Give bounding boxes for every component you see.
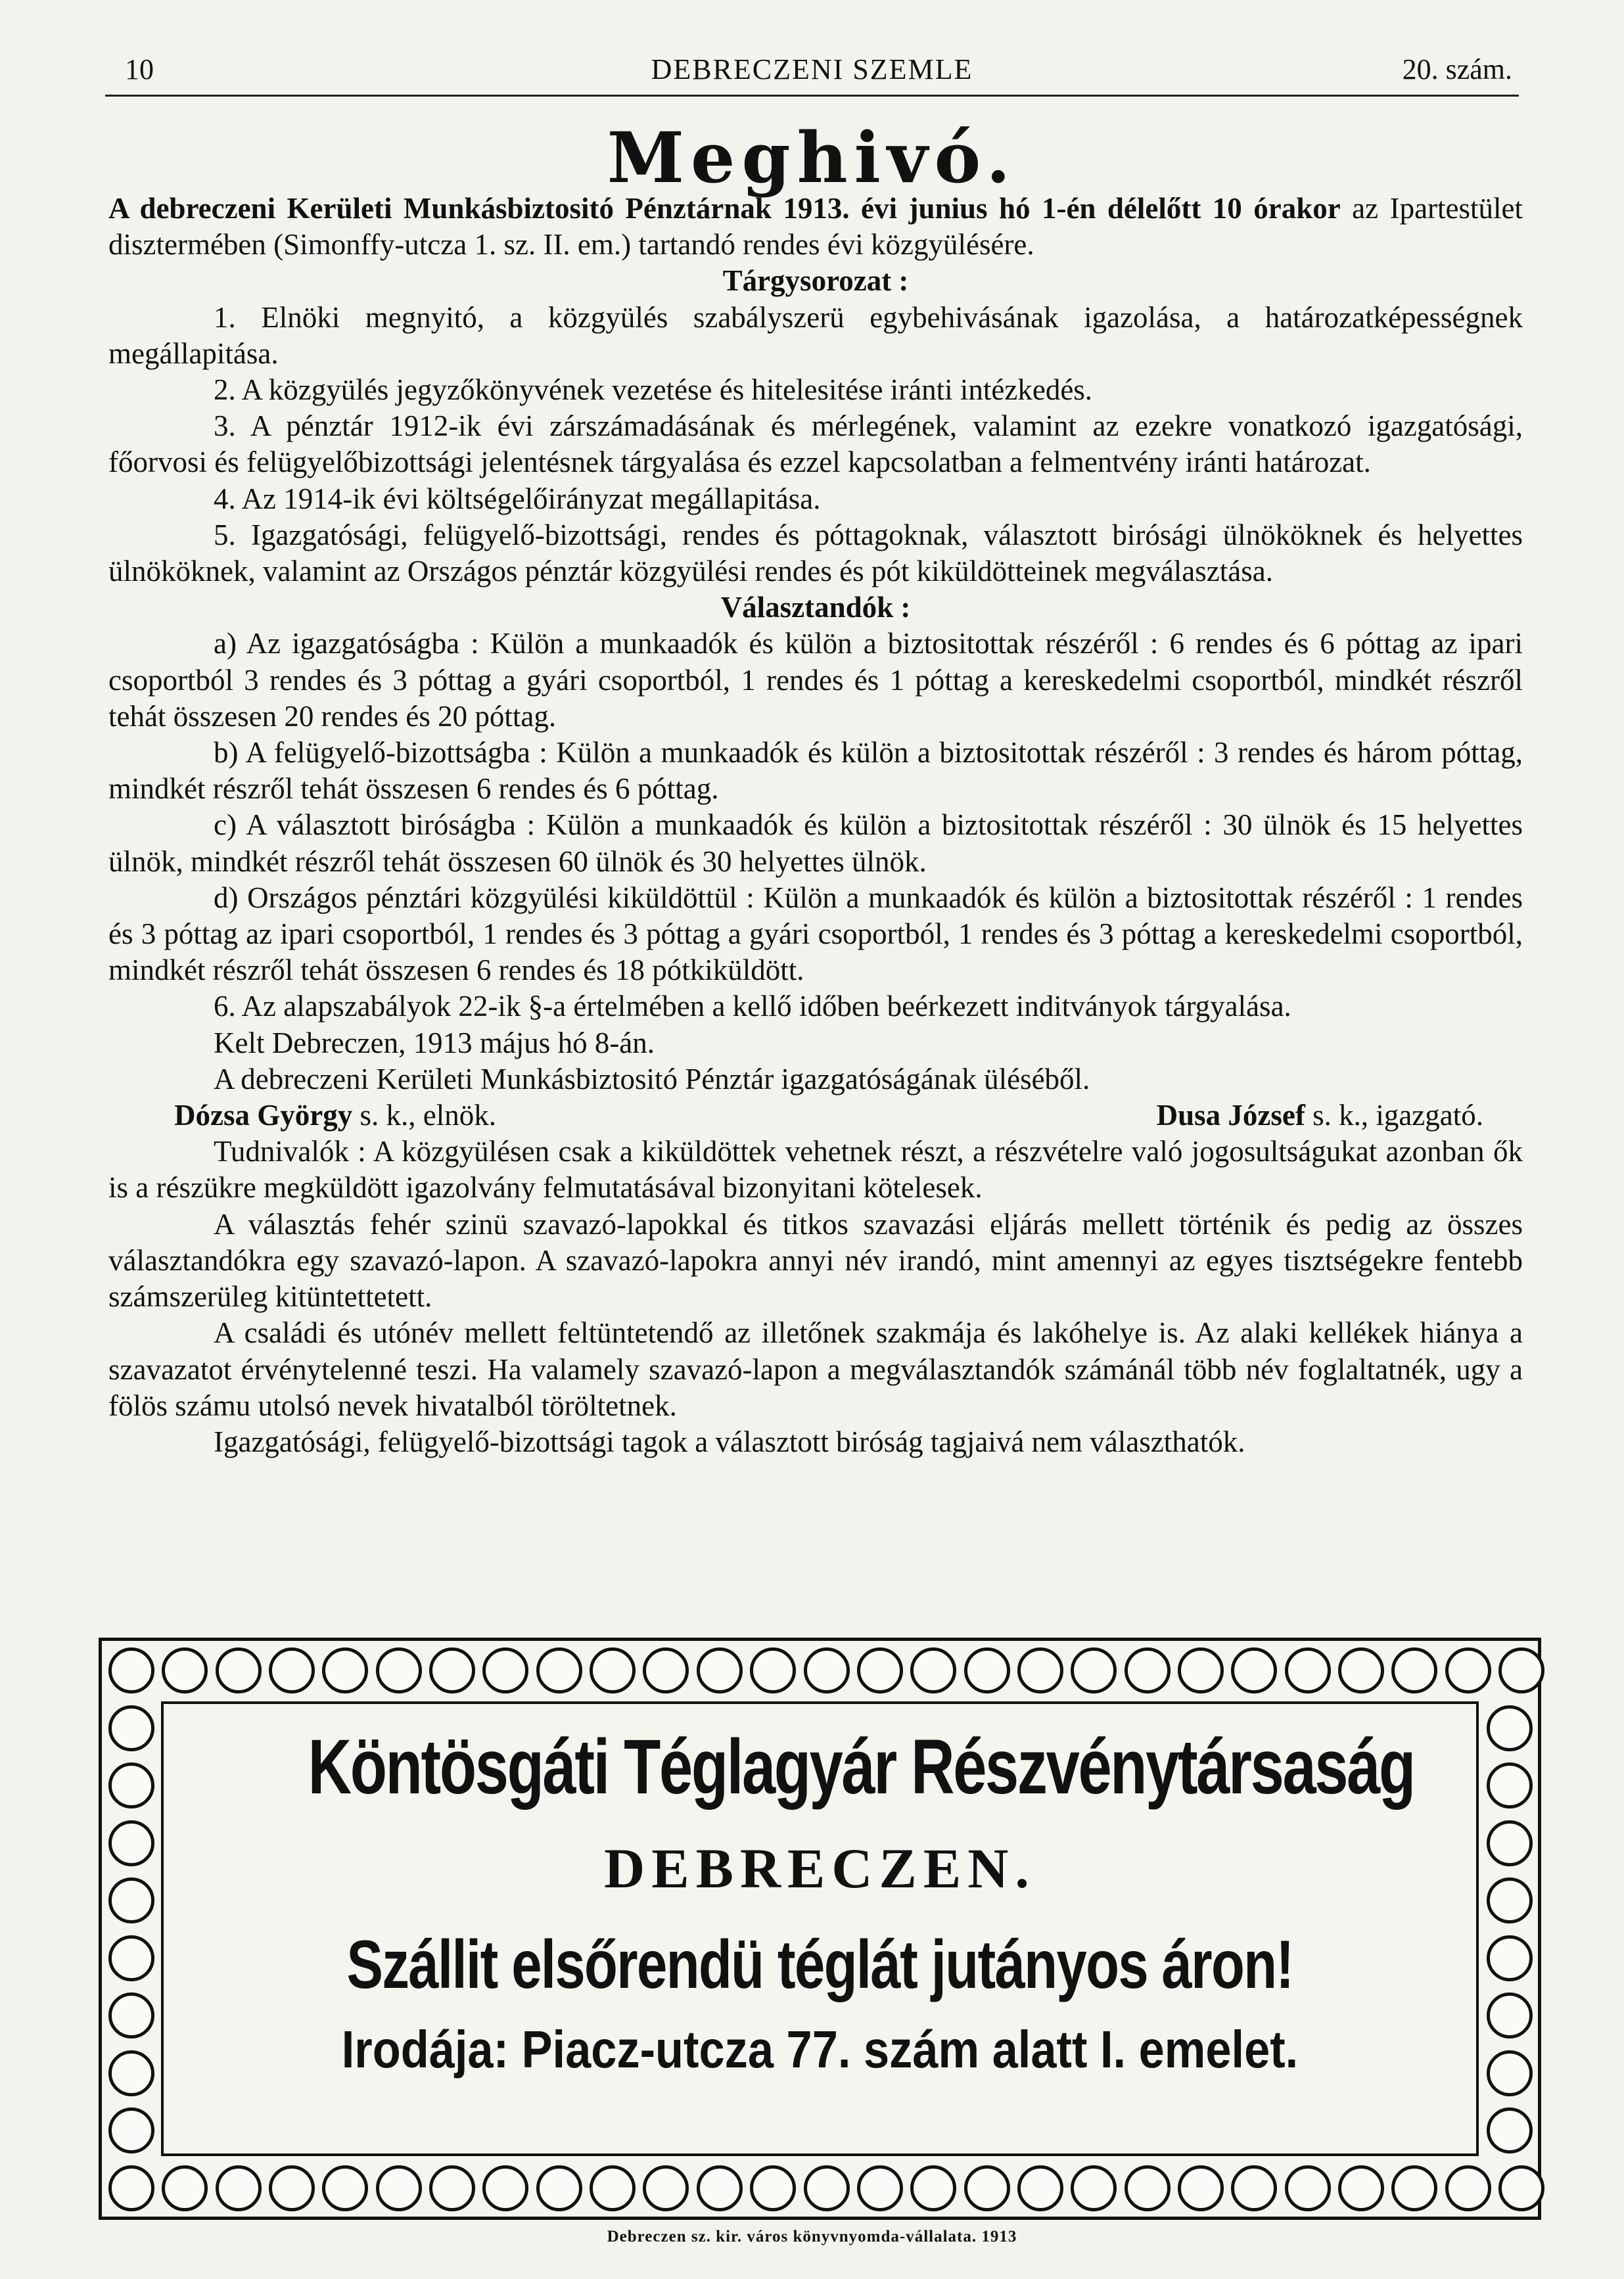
border-circle [910, 1647, 956, 1693]
border-circle [1285, 1647, 1331, 1693]
dated-line: Kelt Debreczen, 1913 május hó 8-án. [214, 1026, 655, 1059]
border-circle [750, 1647, 796, 1693]
border-circle [108, 1935, 154, 1981]
notice-body [108, 191, 1523, 1460]
border-circle [1498, 2165, 1544, 2211]
border-circle [1487, 1762, 1533, 1808]
elect-item: b) A felügyelő-bizottságba : Külön a munkaadók és külön a biztositottak részéről : 3 rendes és három póttag, mindkét részről tehát összesen 6 rendes és 6 póttag. [108, 736, 1523, 806]
border-circle [269, 1647, 315, 1693]
border-circle [1487, 1877, 1533, 1923]
border-circle [1231, 2165, 1277, 2211]
border-circle [1487, 1820, 1533, 1866]
journal-title: DEBRECZENI SZEMLE [651, 53, 973, 85]
from-meeting-line: A debreczeni Kerületi Munkásbiztositó Pénztár igazgatóságának üléséből. [214, 1062, 1090, 1095]
notice-intro [108, 191, 1523, 263]
border-circle [269, 2165, 315, 2211]
note-paragraph: A választás fehér szinü szavazó-lapokkal és titkos szavazási eljárás mellett történik és pedig az összes választandókra egy szavazó-lapon. A szavazó-lapokra annyi név irandó, mint amennyi az egyes tisztségekre fentebb számszerüleg kitüntettetett. [108, 1207, 1523, 1314]
notice-intro-lead: A debreczeni Kerületi Munkásbiztositó Pénztárnak 1913. évi junius hó 1-én délelőtt 10 órakor [108, 192, 1341, 225]
border-circle [1487, 1705, 1533, 1751]
border-circle [108, 1762, 154, 1808]
agenda-item: 4. Az 1914-ik évi költségelőirányzat megállapitása. [214, 482, 821, 515]
agenda-item: 5. Igazgatósági, felügyelő-bizottsági, rendes és póttagoknak, választott birósági ülnököknek és helyettes ülnököknek, valamint az Országos pénztár közgyülési rendes és pót kiküldötteinek megválasztása. [108, 518, 1523, 588]
printer-footer: Debreczen sz. kir. város könyvnyomda-vállalata. 1913 [607, 2228, 1017, 2245]
border-circle [1071, 1647, 1117, 1693]
border-circle [1391, 2165, 1437, 2211]
note-paragraph: A családi és utónév mellett feltüntetendő az illetőnek szakmája és lakóhelye is. Az alaki kellékek hiánya a szavazatot érvénytelenné teszi. Ha valamely szavazó-lapon a megválasztandók számánál több név foglaltatnék, ugy a fölös számu utolsó nevek hivatalból töröltetnek. [108, 1316, 1523, 1422]
border-circle [1231, 1647, 1277, 1693]
border-circle [108, 1647, 154, 1693]
border-circle [964, 1647, 1010, 1693]
border-circle [1487, 1992, 1533, 2038]
border-circle [536, 2165, 582, 2211]
agenda-heading: Tárgysorozat : [722, 264, 909, 298]
border-circle [590, 2165, 636, 2211]
border-circle [910, 2165, 956, 2211]
signature-left [174, 1097, 496, 1134]
border-circle [162, 2165, 208, 2211]
advertisement-panel [161, 1701, 1479, 2156]
border-circle [1178, 1647, 1224, 1693]
elect-item: a) Az igazgatóságba : Külön a munkaadók és külön a biztositottak részéről : 6 rendes és 6 póttag az ipari csoportból 3 rendes és 3 póttag a gyári csoportból, 1 rendes és 1 póttag a kereskedelmi csoportból, mindkét részről tehát összesen 20 rendes és 20 póttag. [108, 627, 1523, 733]
border-circle [108, 1820, 154, 1866]
signature-right-role: s. k., igazgató. [1305, 1099, 1483, 1132]
issue-number: 20. szám. [1402, 53, 1512, 85]
ad-offer: Szállit elsőrendü téglát jutányos áron! [346, 1927, 1293, 2003]
border-circle [804, 2165, 850, 2211]
border-circle [750, 2165, 796, 2211]
signatures [108, 1097, 1523, 1134]
signature-right-name: Dusa József [1156, 1099, 1305, 1132]
border-circle [162, 1647, 208, 1693]
border-circle [482, 2165, 528, 2211]
border-circle [108, 1877, 154, 1923]
border-circle [376, 2165, 422, 2211]
border-circle [108, 1992, 154, 2038]
border-circle [697, 2165, 743, 2211]
elect-heading: Választandók : [720, 591, 911, 624]
agenda-item: 3. A pénztár 1912-ik évi zárszámadásának és mérlegének, valamint az ezekre vonatkozó igazgatósági, főorvosi és felügyelőbizottsági jelentésnek tárgyalása és ezzel kapcsolatban a felmentvény iránti határozat. [108, 409, 1523, 479]
elect-item: 6. Az alapszabályok 22-ik §-a értelmében a kellő időben beérkezett inditványok tárgyalása. [214, 990, 1291, 1023]
advertisement-box [99, 1638, 1541, 2220]
border-circle [857, 2165, 903, 2211]
border-circle [1498, 1647, 1544, 1693]
border-circle [482, 1647, 528, 1693]
border-circle [964, 2165, 1010, 2211]
border-circle [1071, 2165, 1117, 2211]
border-circle [108, 2107, 154, 2153]
border-circle [429, 2165, 475, 2211]
border-circle [1338, 1647, 1384, 1693]
signature-left-name: Dózsa György [174, 1099, 353, 1132]
signature-left-role: s. k., elnök. [352, 1099, 496, 1132]
page-number: 10 [125, 53, 154, 85]
border-circle [1125, 1647, 1171, 1693]
notice-intro-rest: az Ipartestület disztermében (Simonffy-utcza 1. sz. II. em.) tartandó rendes évi közgyülésére. [108, 192, 1523, 262]
border-circle [1017, 2165, 1063, 2211]
border-circle [536, 1647, 582, 1693]
border-circle [590, 1647, 636, 1693]
border-circle [322, 2165, 368, 2211]
border-circle [1125, 2165, 1171, 2211]
ad-company-name: Köntösgáti Téglagyár Részvénytársaság [308, 1724, 1414, 1810]
agenda-item: 2. A közgyülés jegyzőkönyvének vezetése és hitelesitése iránti intézkedés. [214, 373, 1093, 407]
border-circle [1017, 1647, 1063, 1693]
header-rule [105, 95, 1519, 97]
border-circle [216, 2165, 262, 2211]
border-circle [108, 2050, 154, 2096]
elect-item: c) A választott biróságba : Külön a munkaadók és külön a biztositottak részéről : 30 ülnök és 15 helyettes ülnök, mindkét részről tehát összesen 60 ülnök és 30 helyettes ülnök. [108, 808, 1523, 878]
border-circle [1487, 1935, 1533, 1981]
border-circle [1487, 2050, 1533, 2096]
border-circle [697, 1647, 743, 1693]
border-circle [643, 2165, 689, 2211]
border-circle [1487, 2107, 1533, 2153]
ad-address: Irodája: Piacz-utcza 77. szám alatt I. emelet. [341, 2020, 1299, 2079]
border-circle [1445, 2165, 1491, 2211]
border-circle [429, 1647, 475, 1693]
signature-right [1157, 1097, 1483, 1134]
agenda-item: 1. Elnöki megnyitó, a közgyülés szabályszerü egybehivásának igazolása, a határozatképességnek megállapitása. [108, 300, 1523, 370]
border-circle [1338, 2165, 1384, 2211]
border-circle [1445, 1647, 1491, 1693]
note-paragraph: Igazgatósági, felügyelő-bizottsági tagok a választott biróság tagjaivá nem választhatók. [214, 1425, 1245, 1458]
border-circle [1178, 2165, 1224, 2211]
border-circle [643, 1647, 689, 1693]
border-circle [216, 1647, 262, 1693]
notice-title: Meghivó. [607, 116, 1017, 198]
border-circle [1285, 2165, 1331, 2211]
border-circle [108, 2165, 154, 2211]
ad-city: DEBRECZEN. [604, 1837, 1036, 1900]
note-paragraph: Tudnivalók : A közgyülésen csak a kiküldöttek vehetnek részt, a részvételre való jogosultságukat azonban ők is a részükre megküldött igazolvány felmutatásával bizonyitani kötelesek. [108, 1135, 1523, 1205]
border-circle [376, 1647, 422, 1693]
running-header [105, 53, 1519, 99]
border-circle [804, 1647, 850, 1693]
border-circle [857, 1647, 903, 1693]
border-circle [1391, 1647, 1437, 1693]
border-circle [108, 1705, 154, 1751]
border-circle [322, 1647, 368, 1693]
elect-item: d) Országos pénztári közgyülési kiküldöttül : Külön a munkaadók és külön a biztositottak részéről : 1 rendes és 3 póttag az ipari csoportból, 1 rendes és 3 póttag a gyári csoportból, 1 rendes és 3 póttag a kereskedelmi csoportból, mindkét részről tehát összesen 6 rendes és 18 pótkiküldött. [108, 881, 1523, 987]
